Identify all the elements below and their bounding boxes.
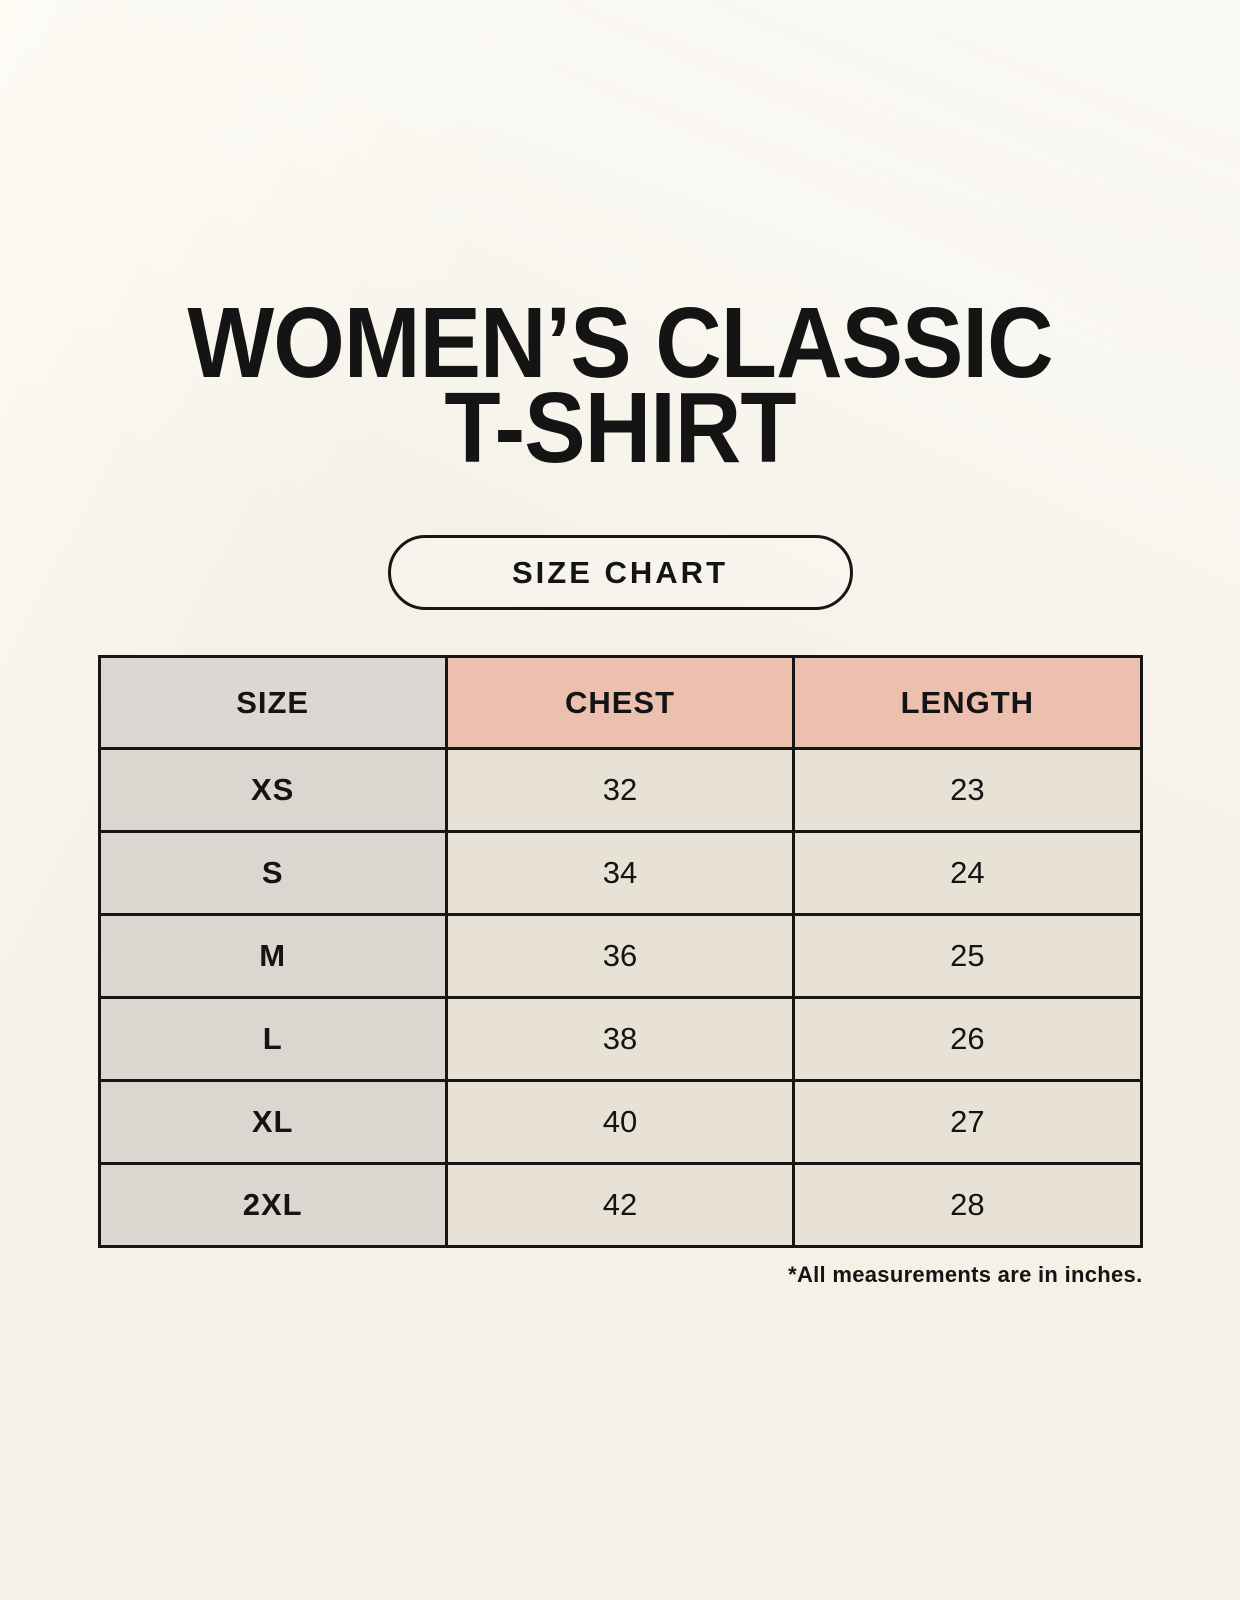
length-cell: 25 (794, 915, 1141, 998)
table-row (99, 832, 1141, 915)
size-table-header (99, 657, 1141, 749)
length-cell: 28 (794, 1164, 1141, 1247)
size-table-body (99, 749, 1141, 1247)
length-cell: 24 (794, 832, 1141, 915)
size-cell: L (99, 998, 446, 1081)
table-row (99, 1164, 1141, 1247)
header-row (99, 657, 1141, 749)
size-chart-badge-label: SIZE CHART (512, 554, 728, 590)
size-cell: XS (99, 749, 446, 832)
column-header-size: SIZE (99, 657, 446, 749)
size-cell: S (99, 832, 446, 915)
chest-cell: 36 (446, 915, 793, 998)
page-title-line2: T-SHIRT (444, 372, 796, 484)
chest-cell: 38 (446, 998, 793, 1081)
table-row (99, 915, 1141, 998)
chest-cell: 34 (446, 832, 793, 915)
page-title (50, 0, 1191, 484)
size-cell: M (99, 915, 446, 998)
chest-cell: 40 (446, 1081, 793, 1164)
chest-cell: 32 (446, 749, 793, 832)
table-row (99, 749, 1141, 832)
chest-cell: 42 (446, 1164, 793, 1247)
size-cell: XL (99, 1081, 446, 1164)
size-table (98, 655, 1143, 1248)
table-row (99, 1081, 1141, 1164)
length-cell: 26 (794, 998, 1141, 1081)
page-title-line1: WOMEN’S CLASSIC (187, 287, 1053, 399)
length-cell: 23 (794, 749, 1141, 832)
column-header-chest: CHEST (446, 657, 793, 749)
size-chart-badge[interactable] (388, 535, 853, 610)
measurements-footnote: *All measurements are in inches. (788, 1262, 1143, 1287)
column-header-length: LENGTH (794, 657, 1141, 749)
table-row (99, 998, 1141, 1081)
size-cell: 2XL (99, 1164, 446, 1247)
length-cell: 27 (794, 1081, 1141, 1164)
